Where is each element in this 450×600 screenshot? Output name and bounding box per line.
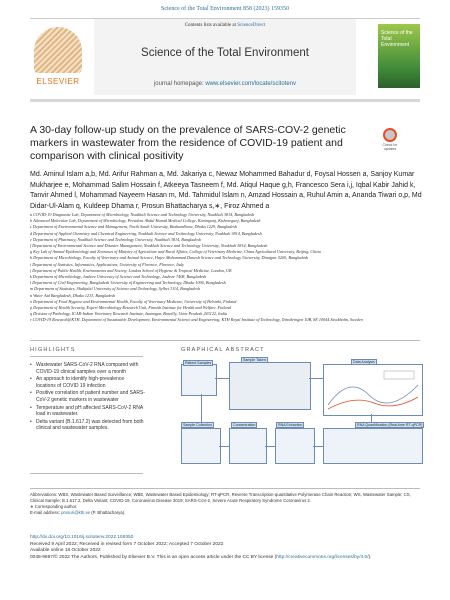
affiliation-item: k Department of Microbiology, Jashore University of Science and Technology, Jashore 7408, Bangladesh xyxy=(30,274,207,280)
arrow-down-to-collection xyxy=(201,394,202,422)
publication-info xyxy=(30,535,425,561)
homepage-prefix: journal homepage: xyxy=(153,81,204,87)
journal-homepage xyxy=(94,81,356,87)
arrow-concentration-to-extraction xyxy=(265,446,275,447)
arrow-extraction-to-quantification xyxy=(313,446,323,447)
elsevier-tree-icon xyxy=(34,27,82,73)
section-divider xyxy=(30,340,420,341)
homepage-link[interactable]: www.elsevier.com/locate/scitotenv xyxy=(205,81,297,87)
affiliation-item: b Advanced Molecular Lab, Department of Microbiology, President Abdul Hamid Medical College, Karimganj, Kishoreganj, Bangladesh xyxy=(30,218,261,224)
footnotes xyxy=(30,488,420,516)
arrow-collection-to-concentration xyxy=(219,446,229,447)
masthead-center xyxy=(94,19,356,95)
journal-cover-image xyxy=(378,24,420,88)
data-analysis-label: Data Analysis xyxy=(353,360,375,364)
highlights-list xyxy=(30,362,145,433)
analysis-lines-svg xyxy=(324,365,422,415)
affiliation-item: p Department of Health Security, Expert Microbiology Research Unit, Finnish Institute for Health and Welfare, Finland xyxy=(30,305,231,311)
license-close: ). xyxy=(368,554,372,560)
affiliation-item: g Key Lab of Animal Epidemiology and Zoonoses of Ministry of Agriculture and Rural Affairs, College of Veterinary Medicine, China Agricultural University, Beijing, China xyxy=(30,249,321,255)
cover-title: Science of the Total Environment xyxy=(381,30,413,48)
email-link[interactable]: prosun@kth.se xyxy=(61,510,91,515)
running-head: Science of the Total Environment 858 (2023) 159350 xyxy=(161,6,289,12)
sciencedirect-link[interactable]: ScienceDirect xyxy=(237,23,266,28)
affiliation-item: f Department of Environmental Science and Disaster Management, Noakhali Science and Technology University, Noakhali 3814, Bangladesh xyxy=(30,243,268,249)
check-for-updates-badge[interactable] xyxy=(379,128,401,150)
data-analysis-chart xyxy=(323,364,423,416)
doi-link[interactable]: http://dx.doi.org/10.1016/j.scitotenv.2022.159350 xyxy=(30,535,134,540)
journal-masthead xyxy=(30,18,420,102)
affiliation-item: h Department of Microbiology, Faculty of Veterinary and Animal Science, Hajee Mohammad Danesh Science and Technology University, Dinajpur 5200, Bangladesh xyxy=(30,255,309,261)
available-online: Available online 18 October 2022 xyxy=(30,548,101,553)
graphical-abstract-heading: GRAPHICAL ABSTRACT xyxy=(181,347,265,353)
affiliation-item: j Department of Public Health, Environments and Society, London School of Hygiene & Tropical Medicine, London, UK xyxy=(30,267,232,273)
affiliation-item: r COVID-19 Research@KTH, Department of Sustainable Development, Environmental Science and Engineering, KTH Royal Institute of Technology, Teknikringen 10B, SE 10044 Stockholm, Sweden xyxy=(30,317,363,323)
sample-taken-label: Sample Taken xyxy=(243,358,266,362)
rna-quantification-figure xyxy=(323,428,423,464)
patient-samples-label: Patient Samples xyxy=(185,361,212,365)
affiliation-item: a COVID-19 Diagnostic Lab, Department of Microbiology, Noakhali Science and Technology University, Noakhali 3814, Bangladesh xyxy=(30,212,255,217)
author-list: Md. Aminul Islam a,b, Md. Arifur Rahman a, Md. Jakariya c, Newaz Mohammed Bahadur d, Foysal Hossen a, Sanjoy Kumar Mukharjee e, Mohammad Salim Hossain f, Atkeeya Tasneem f, Md. Atiqul Haque g,h, Francesco Sera i,j, Iqbal Kabir Jahid k, Tanvir Ahmed l, Mohammad Nayeem Hasan m, Md. Tahmidul Islam n, Amzad Hossain a, Ruhul Amin a, Ananda Tiwari o,p, Md Didar-Ul-Alam q, Kuldeep Dhama r, Prosun Bhattacharya s,∗, Firoz Ahmed a xyxy=(30,171,422,210)
highlight-item: • Temperature and pH affected SARS-CoV-2 RNA load in wastewater. xyxy=(30,405,145,418)
publisher-name: ELSEVIER xyxy=(36,77,80,86)
highlight-item: • Positive correlation of patient number and SARS-CoV-2 genetic markers in wastewater xyxy=(30,390,145,403)
license-line xyxy=(30,555,425,562)
graphical-abstract xyxy=(181,356,421,474)
check-updates-icon xyxy=(383,128,397,142)
patient-samples-figure xyxy=(181,364,217,396)
highlights-rule xyxy=(30,356,143,357)
highlight-item: • Delta variant (B.1.617.2) was detected from both clinical and wastewater samples. xyxy=(30,419,145,432)
affiliation-item: n Water Aid Bangladesh, Dhaka 1213, Bangladesh xyxy=(30,292,116,298)
article-title: A 30-day follow-up study on the prevalence of SARS-COV-2 genetic markers in wastewater from the residence of COVID-19 patient and comparison with clinical positivity xyxy=(30,124,346,162)
received-dates: Received 9 April 2022; Received in revised form 7 October 2022; Accepted 7 October 2022 xyxy=(30,541,224,547)
contents-line xyxy=(94,23,356,28)
affiliation-item: o Department of Food Hygiene and Environmental Health, Faculty of Veterinary Medicine, University of Helsinki, Finland xyxy=(30,298,237,304)
arrow-patient-to-building xyxy=(215,378,229,379)
elsevier-logo xyxy=(30,27,86,93)
building-figure xyxy=(229,362,311,410)
affiliation-list xyxy=(30,212,425,324)
check-updates-label: Check for updates xyxy=(382,143,398,151)
highlights-heading: HIGHLIGHTS xyxy=(30,347,76,353)
email-prefix: E-mail address: xyxy=(30,510,60,515)
highlight-item: • An approach to identify high-prevalence locations of COVID 19 infection xyxy=(30,376,145,389)
affiliation-item: e Department of Pharmacy, Noakhali Science and Technology University, Noakhali 3814, Bangladesh xyxy=(30,236,202,242)
journal-title: Science of the Total Environment xyxy=(141,47,309,59)
rna-extraction-label: RNA Extraction xyxy=(278,423,303,427)
email-suffix: (P. Bhattacharya). xyxy=(91,510,126,515)
affiliation-item: l Department of Civil Engineering, Bangladesh University of Engineering and Technology, Dhaka 1000, Bangladesh xyxy=(30,280,226,286)
sample-collection-label: Sample Collection xyxy=(183,423,212,427)
sample-collection-figure xyxy=(181,428,221,464)
contents-prefix: Contents lists available at xyxy=(184,23,236,28)
license-text: 0048-9697/© 2022 The Authors. Published by Elsevier B.V. This is an open access article under the CC BY license ( xyxy=(30,554,277,560)
affiliation-item: m Department of Statistics, Shahjalal University of Science and Technology, Sylhet 3114, Bangladesh xyxy=(30,286,200,292)
affiliation-item: d Department of Applied Chemistry and Chemical Engineering, Noakhali Science and Technology University, Noakhali 3814, Bangladesh xyxy=(30,230,262,236)
concentration-label: Concentration xyxy=(233,423,256,427)
concentration-figure xyxy=(229,428,267,464)
highlight-item: • Wastewater SARS-CoV-2 RNA compared with COVID-19 clinical samples over a month xyxy=(30,362,145,375)
arrow-building-to-analysis xyxy=(309,378,323,379)
highlights-bottom-rule xyxy=(30,473,143,474)
arrow-up-to-analysis xyxy=(371,414,372,422)
affiliation-item: c Department of Environmental Science and Management, North South University, Bashundhara, Dhaka 1229, Bangladesh xyxy=(30,224,237,230)
affiliation-item: q Division of Pathology, ICAR-Indian Veterinary Research Institute, Izatnagar, Bareilly, Uttar Pradesh 243122, India xyxy=(30,311,227,317)
license-link[interactable]: http://creativecommons.org/licenses/by/4.0/ xyxy=(276,554,369,560)
abbreviations-footnote: Abbreviations: WBS, Wastewater Based Surveillance; WBE, Wastewater Based Epidemiology; RT-qPCR, Reverse Transcription-quantitative Polymerase Chain Reaction; WS, Wastewater Sample; CS, Clinical Sample; B.1.617.2, Delta Variant; COVID-19, Coronavirus Disease 2019; SARS-CoV-2, Severe Acute Respiratory Syndrome Coronavirus 2. xyxy=(30,492,411,503)
corresponding-author-note: ∗ Corresponding author. xyxy=(30,504,78,509)
rna-quantification-label: RNA Quantification (Real-time RT-qPCR) xyxy=(357,423,423,427)
email-line xyxy=(30,510,420,516)
rna-extraction-figure xyxy=(275,428,315,464)
affiliation-item: i Department of Statistics, Informatics, Applications, University of Florence, Florence, Italy xyxy=(30,261,184,267)
